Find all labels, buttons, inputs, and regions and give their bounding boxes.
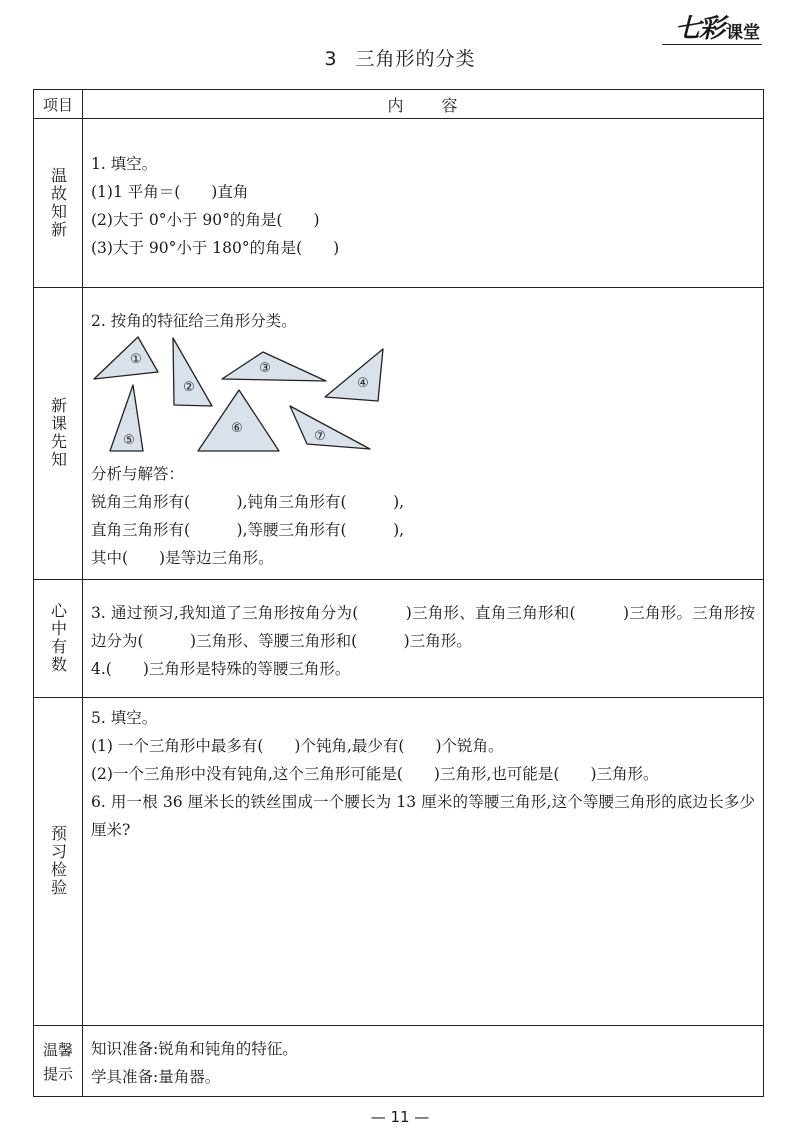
question-line: 1. 填空。 [91, 155, 158, 173]
triangle-label-2: ② [183, 380, 195, 395]
question-line: 6. 用一根 36 厘米长的铁丝围成一个腰长为 13 厘米的等腰三角形,这个等腰三角形的底边长多少厘米? [91, 793, 755, 839]
triangle-4 [325, 349, 383, 401]
triangle-1 [94, 337, 158, 379]
row-label-cell [34, 287, 82, 579]
triangle-7 [290, 406, 370, 449]
new-lesson-intro [91, 307, 755, 335]
row-label-cell [34, 697, 82, 1025]
tips-label-line: 温馨 [42, 1040, 73, 1059]
question-line: 2. 按角的特征给三角形分类。 [91, 312, 297, 330]
triangle-label-1: ① [130, 352, 142, 367]
question-line: (2)一个三角形中没有钝角,这个三角形可能是( )三角形,也可能是( )三角形。 [91, 765, 659, 783]
row-divider [34, 579, 763, 580]
row-label-cell [34, 579, 82, 697]
row-divider [34, 118, 763, 119]
question-line: 4.( )三角形是特殊的等腰三角形。 [91, 660, 351, 678]
answer-line: 分析与解答： [91, 465, 185, 483]
tips-label-line: 提示 [42, 1064, 73, 1083]
lesson-title: 三角形的分类 [355, 48, 476, 70]
tip-line: 知识准备:锐角和钝角的特征。 [91, 1040, 298, 1058]
question-line: (1) 一个三角形中最多有( )个钝角,最少有( )个锐角。 [91, 737, 504, 755]
brand-script: 七彩 [674, 14, 723, 44]
summary-content [91, 599, 755, 683]
row-label-cell [34, 1025, 82, 1098]
lesson-number: 3 [324, 48, 338, 70]
answer-line: 直角三角形有( ),等腰三角形有( ), [91, 521, 405, 539]
header-item: 项目 [42, 95, 73, 114]
preview-check-content [91, 704, 755, 844]
question-line: 5. 填空。 [91, 709, 158, 727]
answer-line: 其中( )是等边三角形。 [91, 549, 274, 567]
triangle-label-7: ⑦ [314, 429, 326, 444]
row-divider [34, 1025, 763, 1026]
row-label-preview-check: 预习检验 [48, 825, 68, 897]
page-number: — 11 — [370, 1108, 430, 1126]
column-divider [82, 90, 83, 1096]
row-label-review: 温故知新 [48, 166, 68, 239]
answer-line: 锐角三角形有( ),钝角三角形有( ), [91, 493, 405, 511]
row-divider [34, 697, 763, 698]
lesson-table [33, 89, 764, 1097]
triangle-figures [90, 334, 390, 456]
question-line: 3. 通过预习,我知道了三角形按角分为( )三角形、直角三角形和( )三角形。三角形按边分为( )三角形、等腰三角形和( )三角形。 [91, 604, 755, 650]
question-line: (1)1 平角＝( )直角 [91, 183, 249, 201]
header-item-cell [34, 90, 82, 118]
brand-text: 课堂 [726, 23, 760, 43]
triangle-label-6: ⑥ [231, 421, 243, 436]
triangle-label-4: ④ [357, 376, 369, 391]
review-content [91, 150, 755, 262]
new-lesson-analysis [91, 460, 755, 572]
row-label-tips [40, 1038, 76, 1086]
row-divider [34, 287, 763, 288]
tips-content [91, 1035, 755, 1091]
question-line: (2)大于 0°小于 90°的角是( ) [91, 211, 320, 229]
row-label-new-lesson: 新课先知 [48, 397, 68, 469]
triangle-2 [173, 338, 212, 406]
question-line: (3)大于 90°小于 180°的角是( ) [91, 239, 340, 257]
page-title [0, 44, 800, 71]
row-label-cell [34, 118, 82, 287]
triangle-label-5: ⑤ [123, 433, 135, 448]
triangle-3 [222, 352, 326, 381]
header-content: 内容 [387, 95, 496, 115]
triangle-label-3: ③ [259, 361, 271, 376]
brand-logo [675, 16, 760, 42]
row-label-summary: 心中有数 [48, 602, 68, 674]
tip-line: 学具准备:量角器。 [91, 1068, 221, 1086]
